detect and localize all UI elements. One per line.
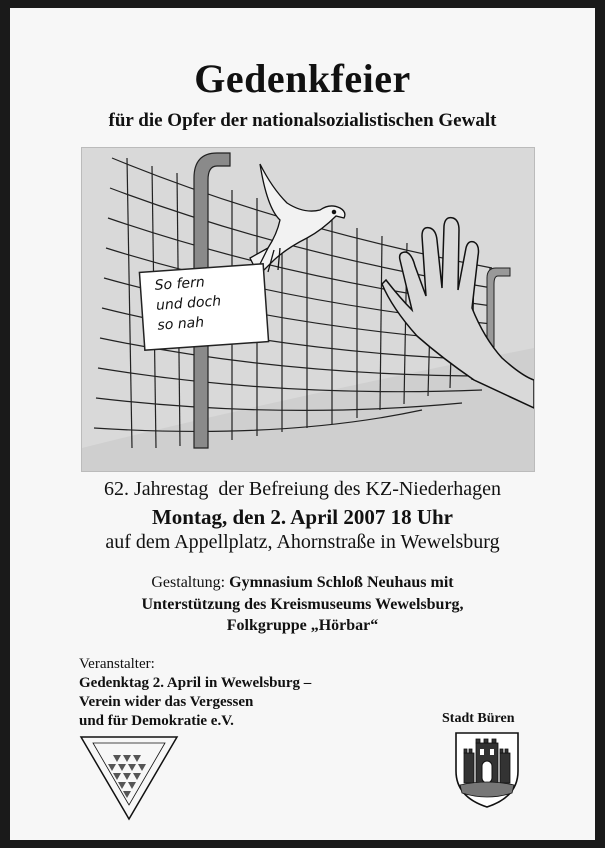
design-label: Gestaltung: bbox=[151, 574, 226, 591]
sign-text bbox=[154, 268, 268, 336]
illustration-fence-dove-hand bbox=[81, 147, 535, 472]
sign-line: und doch bbox=[155, 293, 222, 314]
event-date: Montag, den 2. April 2007 18 Uhr bbox=[151, 505, 453, 529]
organizer-line-3: und für Demokratie e.V. bbox=[79, 713, 234, 729]
verein-logo bbox=[79, 733, 179, 828]
poster-title: Gedenkfeier bbox=[194, 56, 411, 101]
organizer-line-2: Verein wider das Vergessen bbox=[79, 694, 254, 710]
city-label: Stadt Büren bbox=[442, 711, 515, 726]
design-line-3: Folkgruppe „Hörbar“ bbox=[226, 617, 379, 634]
anniversary-text: 62. Jahrestag der Befreiung des KZ-Niederhagen bbox=[103, 478, 502, 500]
organizer-label: Veranstalter: bbox=[79, 656, 155, 672]
design-school: Gymnasium Schloß Neuhaus mit bbox=[229, 574, 454, 591]
sign-line: So fern bbox=[154, 274, 206, 294]
sign-line: so nah bbox=[156, 314, 205, 334]
poster-subtitle: für die Opfer der nationalsozialistischen Gewalt bbox=[108, 110, 497, 131]
design-line-1 bbox=[0, 574, 605, 592]
organizer-line-1: Gedenktag 2. April in Wewelsburg – bbox=[79, 675, 312, 691]
event-location: auf dem Appellplatz, Ahornstraße in Wewelsburg bbox=[105, 531, 500, 553]
coat-of-arms-icon bbox=[454, 731, 520, 814]
design-line-2: Unterstützung des Kreismuseums Wewelsburg, bbox=[141, 596, 464, 613]
